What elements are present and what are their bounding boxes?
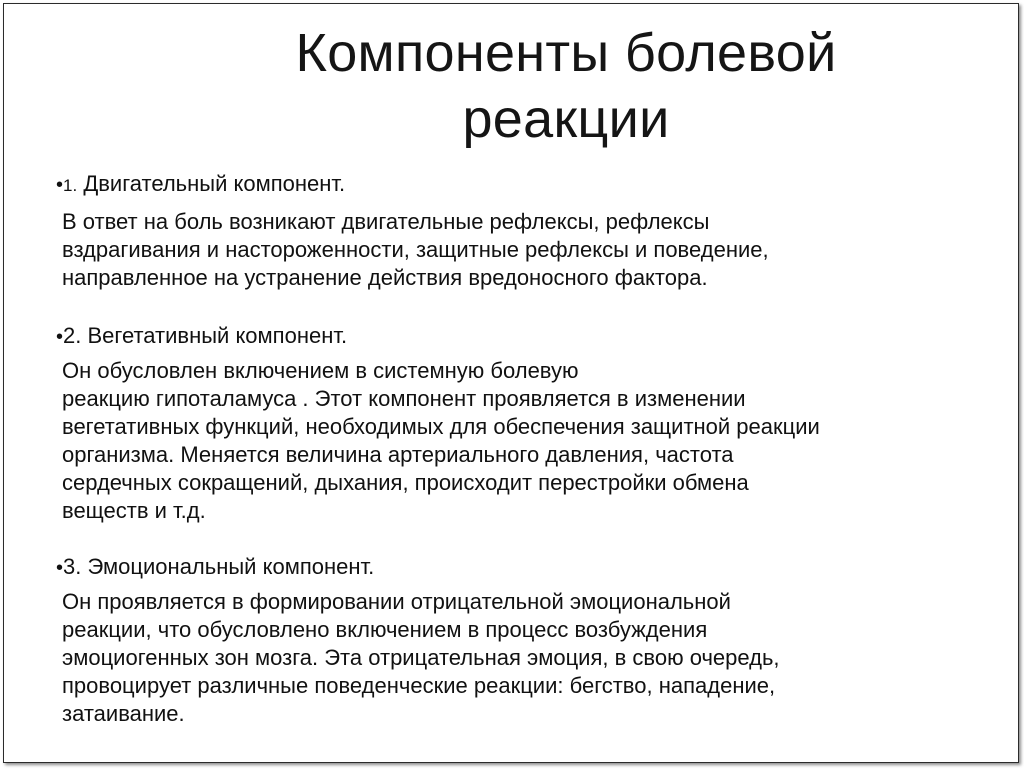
section-heading-text: Вегетативный компонент. — [81, 323, 348, 348]
slide — [3, 3, 1019, 763]
section-heading-text: Эмоциональный компонент. — [81, 554, 375, 579]
section-number: 3. — [63, 554, 82, 579]
section-emotional-component — [56, 553, 986, 728]
bullet-icon: • — [56, 174, 64, 196]
section-number: 1. — [63, 176, 78, 195]
section-vegetative-component — [56, 322, 986, 525]
section-heading — [56, 553, 986, 582]
title-line-1: Компоненты болевой — [295, 23, 837, 83]
section-body: Он проявляется в формировании отрицательной эмоциональной реакции, что обусловлено включением в процесс возбуждения эмоциогенных зон мозга. Эта отрицательная эмоция, в свою очередь, провоцирует различные поведенческие реакции: бегство, нападение, затаивание. — [62, 589, 780, 726]
bullet-icon: • — [56, 557, 64, 579]
section-heading — [56, 170, 986, 200]
section-heading — [56, 322, 986, 351]
section-motor-component — [56, 170, 986, 292]
title-line-2: реакции — [462, 89, 670, 149]
section-body: В ответ на боль возникают двигательные рефлексы, рефлексы вздрагивания и настороженности, защитные рефлексы и поведение, направленное на устранение действия вредоносного фактора. — [62, 209, 769, 290]
section-heading-text: Двигательный компонент. — [77, 171, 346, 196]
slide-content — [56, 170, 986, 728]
section-body: Он обусловлен включением в системную болевую реакцию гипоталамуса . Этот компонент проявляется в изменении вегетативных функций, необходимых для обеспечения защитной реакции организма. Меняется величина артериального давления, частота сердечных сокращений, дыхания, происходит перестройки обмена веществ и т.д. — [62, 358, 820, 523]
bullet-icon: • — [56, 326, 64, 348]
section-number: 2. — [63, 323, 82, 348]
slide-title — [4, 20, 1018, 152]
